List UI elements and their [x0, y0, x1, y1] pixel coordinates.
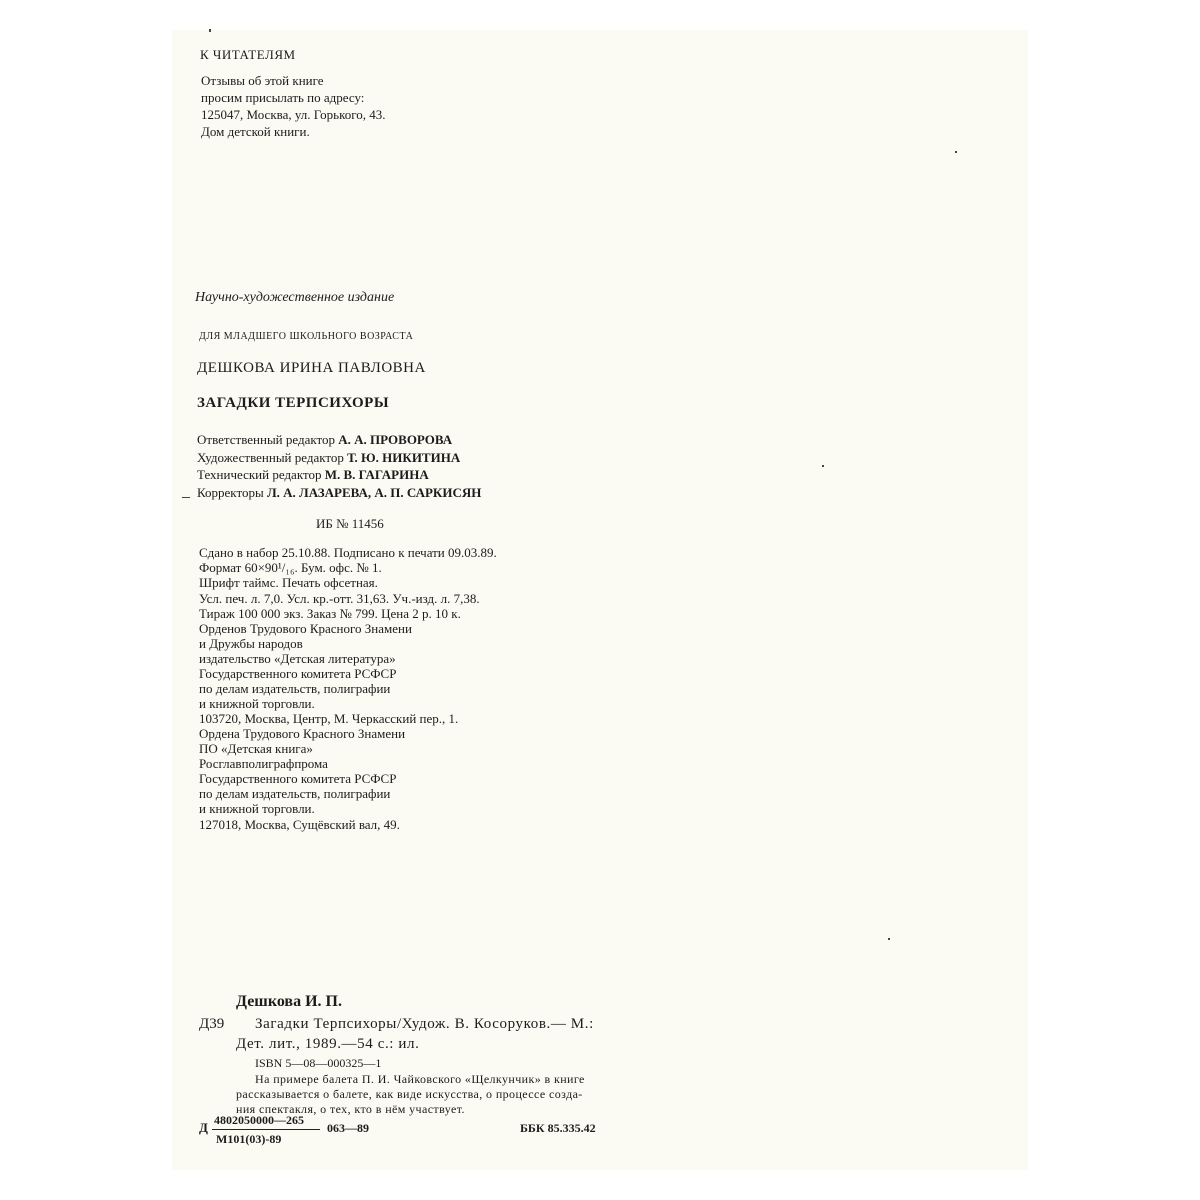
- imprint-line: Шрифт таймс. Печать офсетная.: [199, 575, 378, 590]
- imprint-line: и книжной торговли.: [199, 696, 315, 711]
- credit-role: Корректоры: [197, 485, 264, 500]
- print-speck: [822, 465, 824, 467]
- catalog-author: Дешкова И. П.: [236, 993, 342, 1010]
- imprint-line: Государственного комитета РСФСР: [199, 771, 397, 786]
- ib-number: ИБ № 11456: [316, 516, 384, 531]
- to-readers-heading: К ЧИТАТЕЛЯМ: [200, 47, 296, 62]
- catalog-annotation-line: рассказывается о балете, как виде искусства, о процессе созда-: [236, 1087, 583, 1101]
- print-speck: [209, 29, 211, 32]
- print-speck: [888, 938, 890, 940]
- credit-name: А. А. ПРОВОРОВА: [338, 432, 453, 447]
- imprint-line: по делам издательств, полиграфии: [199, 681, 391, 696]
- to-readers-line: 125047, Москва, ул. Горького, 43.: [201, 107, 386, 122]
- catalog-isbn: ISBN 5—08—000325—1: [255, 1056, 382, 1070]
- credit-line: [197, 450, 460, 465]
- bbk-code: ББК 85.335.42: [520, 1121, 596, 1135]
- catalog-annotation-line: ния спектакля, о тех, кто в нём участвует.: [236, 1102, 465, 1116]
- imprint-line: Сдано в набор 25.10.88. Подписано к печати 09.03.89.: [199, 545, 497, 560]
- credit-role: Ответственный редактор: [197, 432, 336, 447]
- imprint-line: Ордена Трудового Красного Знамени: [199, 726, 406, 741]
- credit-role: Технический редактор: [197, 467, 322, 482]
- to-readers-line: Отзывы об этой книге: [201, 73, 324, 88]
- credit-name: Т. Ю. НИКИТИНА: [347, 450, 461, 465]
- imprint-line: 103720, Москва, Центр, М. Черкасский пер., 1.: [199, 711, 459, 726]
- credit-line: [197, 467, 429, 482]
- imprint-line: Орденов Трудового Красного Знамени: [199, 621, 412, 636]
- credit-name: Л. А. ЛАЗАРЕВА, А. П. САРКИСЯН: [266, 485, 482, 500]
- credit-name: М. В. ГАГАРИНА: [324, 467, 429, 482]
- fraction-prefix: Д: [199, 1120, 208, 1135]
- imprint-line: 127018, Москва, Сущёвский вал, 49.: [199, 817, 400, 832]
- imprint-line: Усл. печ. л. 7,0. Усл. кр.-отт. 31,63. Уч.-изд. л. 7,38.: [199, 591, 480, 606]
- book-title: ЗАГАДКИ ТЕРПСИХОРЫ: [197, 395, 390, 411]
- imprint-line: Формат 60×90¹/₁₆. Бум. офс. № 1.: [199, 560, 382, 575]
- imprint-line: и Дружбы народов: [199, 636, 303, 651]
- imprint-line: по делам издательств, полиграфии: [199, 786, 391, 801]
- to-readers-line: Дом детской книги.: [201, 124, 310, 139]
- imprint-line: и книжной торговли.: [199, 801, 315, 816]
- imprint-line: ПО «Детская книга»: [199, 741, 313, 756]
- print-speck: [182, 497, 190, 498]
- author-full-name: ДЕШКОВА ИРИНА ПАВЛОВНА: [197, 360, 426, 376]
- edition-type: Научно-художественное издание: [195, 290, 395, 305]
- imprint-line: издательство «Детская литература»: [199, 651, 396, 666]
- fraction-rule: [212, 1129, 320, 1130]
- credit-line: [197, 432, 452, 447]
- credit-line: [197, 485, 481, 500]
- fraction-numerator: 4802050000—265: [214, 1113, 304, 1127]
- catalog-annotation-line: На примере балета П. И. Чайковского «Щелкунчик» в книге: [255, 1072, 585, 1086]
- catalog-title-line: Загадки Терпсихоры/Худож. В. Косоруков.— М.:: [255, 1016, 594, 1032]
- fraction-suffix: 063—89: [327, 1121, 369, 1135]
- catalog-code: Д39: [199, 1016, 225, 1032]
- age-group: ДЛЯ МЛАДШЕГО ШКОЛЬНОГО ВОЗРАСТА: [199, 331, 414, 342]
- imprint-line: Тираж 100 000 экз. Заказ № 799. Цена 2 р. 10 к.: [199, 606, 461, 621]
- imprint-line: Государственного комитета РСФСР: [199, 666, 397, 681]
- to-readers-line: просим присылать по адресу:: [201, 90, 365, 105]
- imprint-line: Росглавполиграфпрома: [199, 756, 328, 771]
- credit-role: Художественный редактор: [197, 450, 344, 465]
- catalog-pub-line: Дет. лит., 1989.—54 с.: ил.: [236, 1036, 420, 1052]
- print-speck: [955, 151, 957, 153]
- fraction-denominator: М101(03)-89: [216, 1132, 282, 1146]
